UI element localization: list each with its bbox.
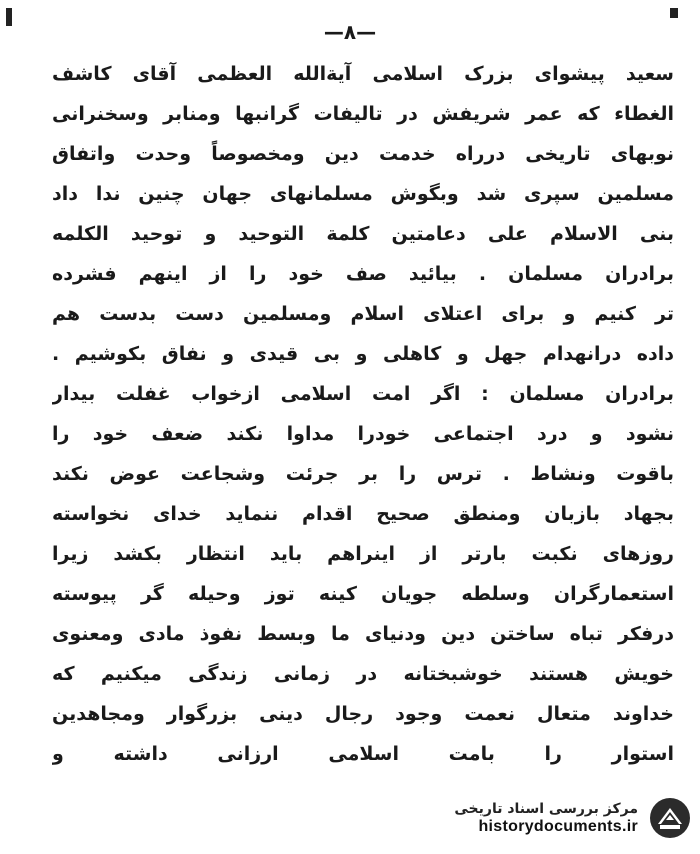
text-line: الغطاء که عمر شریفش در تالیفات گرانبها ومنابر وسخنرانی [52, 103, 674, 125]
scan-edge-mark [670, 8, 678, 18]
text-line: بنی الاسلام علی دعامتین کلمة التوحید و توحید الکلمه [52, 223, 674, 245]
archive-book-icon [648, 796, 692, 840]
text-line: برادران مسلمان . بیائید صف خود را از اینهم فشرده [52, 263, 674, 285]
watermark-text [410, 800, 642, 836]
text-line: باقوت ونشاط . ترس را بر جرئت وشجاعت عوض نکند [52, 463, 674, 485]
text-line: داده درانهدام جهل و کاهلی و بی قیدی و نفاق بکوشیم . [52, 343, 674, 365]
page-number: —۸— [323, 20, 377, 44]
body-text [52, 54, 674, 774]
text-line: نوبهای تاریخی درراه خدمت دین ومخصوصاً وحدت واتفاق [52, 143, 674, 165]
text-line: مسلمین سپری شد وبگوش مسلمانهای جهان چنین ندا داد [52, 183, 674, 205]
text-line: تر کنیم و برای اعتلای اسلام ومسلمین دست بدست هم [52, 303, 674, 325]
watermark [410, 794, 692, 842]
text-line: خداوند متعال نعمت وجود رجال دینی بزرگوار ومجاهدین [52, 703, 674, 725]
watermark-title: مرکز بررسی اسناد تاریخی [454, 801, 638, 817]
text-line: استعمارگران وسلطه جویان کینه توز وحیله گر پیوسته [52, 583, 674, 605]
text-line: درفکر تباه ساختن دین ودنیای ما وبسط نفوذ مادی ومعنوی [52, 623, 674, 645]
text-line: بجهاد بازبان ومنطق صحیح اقدام ننماید خدای نخواسته [52, 503, 674, 525]
text-line: سعید پیشوای بزرک اسلامی آیةالله العظمی آقای کاشف [52, 63, 674, 85]
text-line: برادران مسلمان : اگر امت اسلامی ازخواب غفلت بیدار [52, 383, 674, 405]
watermark-url: historydocuments.ir [478, 818, 638, 835]
text-line: استوار را بامت اسلامی ارزانی داشته و [52, 743, 674, 765]
text-line: خویش هستند خوشبختانه در زمانی زندگی میکنیم که [52, 663, 674, 685]
text-line: روزهای نکبت بارتر از اینراهم باید انتظار بکشد زیرا [52, 543, 674, 565]
text-line: نشود و درد اجتماعی خودرا مداوا نکند ضعف خود را [52, 423, 674, 445]
